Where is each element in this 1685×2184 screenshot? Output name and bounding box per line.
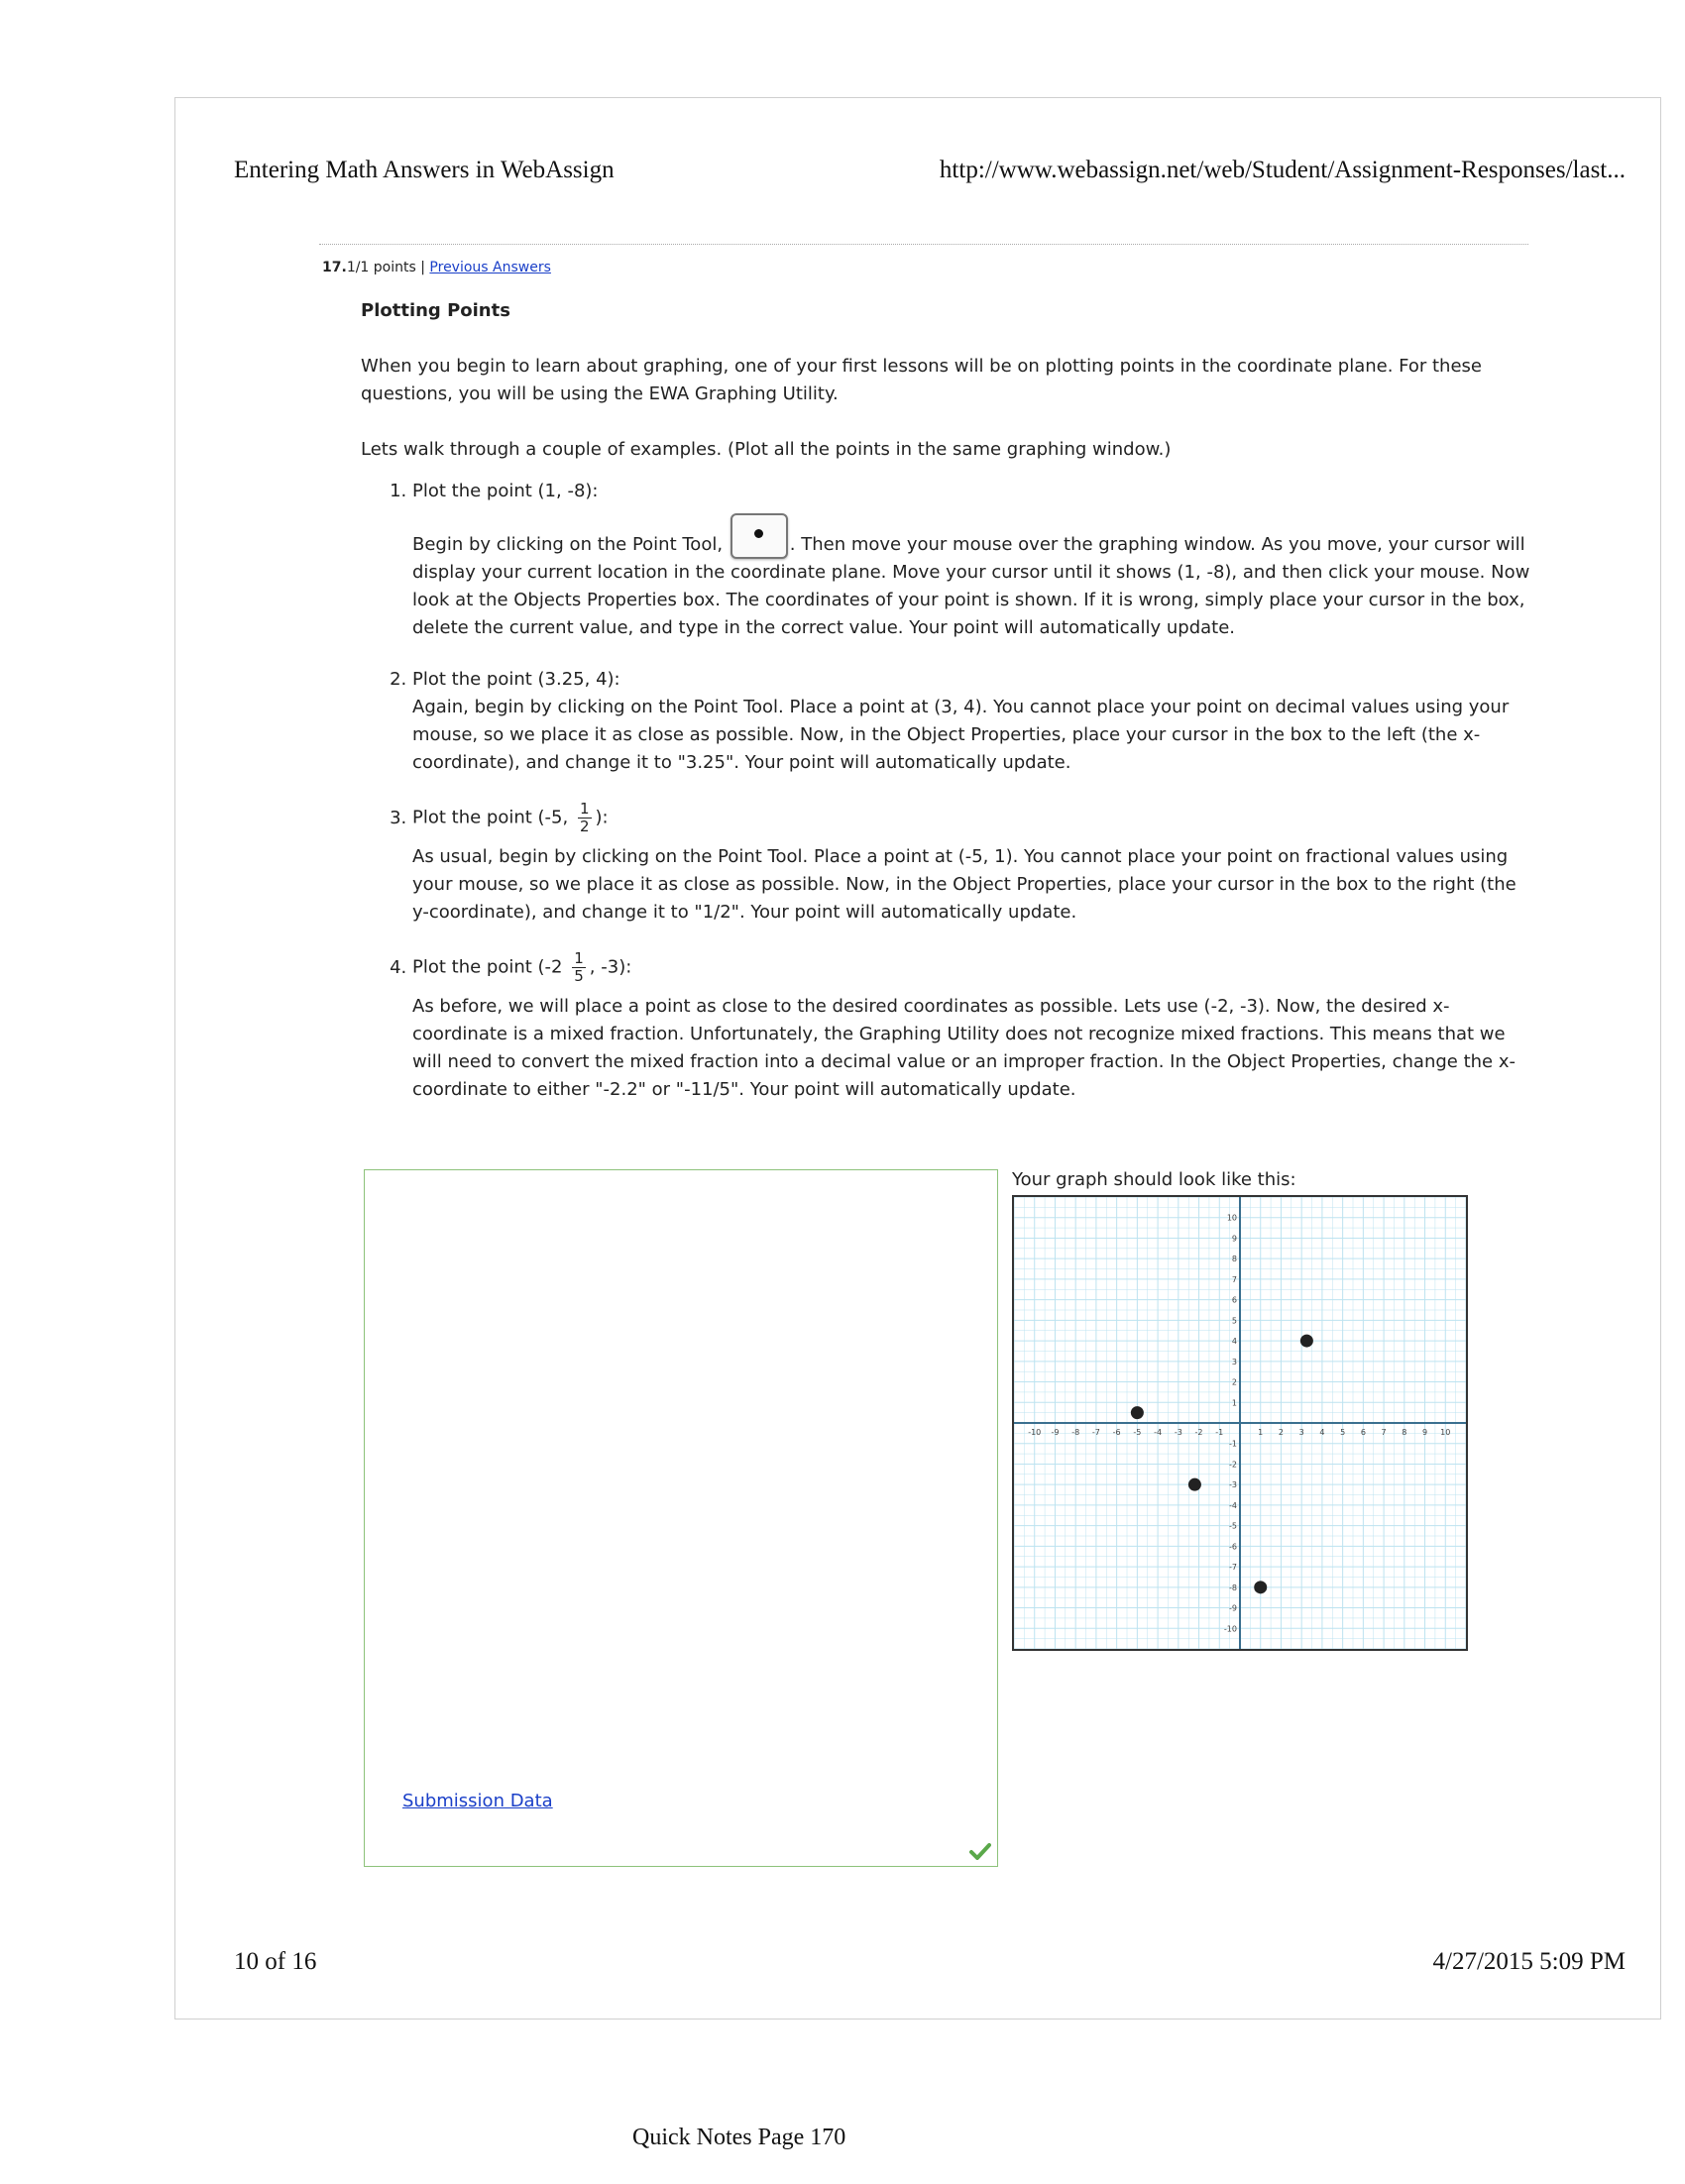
- fraction-denominator: 5: [574, 967, 584, 985]
- y-tick-label: -5: [1229, 1521, 1237, 1531]
- steps-list: [361, 478, 1530, 1104]
- divider: [319, 244, 1528, 245]
- x-tick-label: 6: [1360, 1428, 1366, 1437]
- x-tick-label: -9: [1051, 1428, 1060, 1437]
- submission-data-link[interactable]: Submission Data: [402, 1791, 553, 1811]
- question-header: [322, 260, 551, 275]
- x-tick-label: 5: [1340, 1428, 1346, 1437]
- fraction-denominator: 2: [579, 818, 590, 835]
- page-header-title: Entering Math Answers in WebAssign: [234, 157, 615, 183]
- point-tool-button[interactable]: [730, 513, 788, 559]
- x-tick-label: 10: [1440, 1428, 1451, 1437]
- y-tick-label: -6: [1229, 1542, 1237, 1552]
- y-tick-label: -7: [1229, 1563, 1237, 1573]
- y-tick-label: -2: [1229, 1460, 1237, 1470]
- walkthrough-text: Lets walk through a couple of examples. (Plot all the points in the same graphing window.): [361, 439, 1172, 460]
- y-tick-label: 2: [1231, 1377, 1237, 1387]
- step-body: As before, we will place a point as close to the desired coordinates as possible. Lets use (-2, -3). Now, the desired x-coordinate is a mixed fraction. Unfortunately, the Graphing Utility does not recognize mixed fractions. This means that we will need to convert the mixed fraction into a decimal value or an improper fraction. In the Object Properties, change the x-coordinate to either "-2.2" or "-11/5". Your point will automatically update.: [412, 996, 1516, 1100]
- point-icon: [754, 529, 763, 538]
- x-tick-label: 1: [1258, 1428, 1264, 1437]
- x-tick-label: -6: [1112, 1428, 1121, 1437]
- y-tick-label: 8: [1231, 1255, 1237, 1264]
- step-head: 1. Plot the point (1, -8):: [412, 481, 599, 501]
- y-tick-label: -8: [1229, 1583, 1237, 1592]
- data-point: [1131, 1406, 1144, 1419]
- question-points: 1/1 points |: [346, 260, 425, 275]
- x-tick-label: 9: [1421, 1428, 1428, 1437]
- y-tick-label: 1: [1231, 1398, 1237, 1408]
- y-tick-label: 9: [1231, 1234, 1237, 1244]
- x-tick-label: 4: [1319, 1428, 1325, 1437]
- y-tick-label: -3: [1229, 1480, 1237, 1490]
- x-tick-label: -8: [1071, 1428, 1080, 1437]
- x-tick-label: -3: [1174, 1428, 1182, 1437]
- step-head: 2. Plot the point (3.25, 4):: [412, 669, 620, 690]
- y-tick-label: -10: [1223, 1624, 1237, 1634]
- step-head: [412, 801, 1530, 835]
- x-tick-label: -7: [1091, 1428, 1100, 1437]
- checkmark-icon: [969, 1842, 991, 1860]
- step-head-text: ):: [595, 807, 609, 828]
- x-tick-label: -1: [1215, 1428, 1224, 1437]
- y-tick-label: -9: [1229, 1603, 1237, 1613]
- step-head-text: Plot the point (-5,: [412, 807, 569, 828]
- step-body-before: Begin by clicking on the Point Tool,: [412, 534, 724, 555]
- y-tick-label: -4: [1229, 1500, 1237, 1510]
- question-title: Plotting Points: [361, 300, 510, 321]
- x-tick-label: 3: [1298, 1428, 1304, 1437]
- graph-label: Your graph should look like this:: [1012, 1169, 1296, 1190]
- x-tick-label: 2: [1278, 1428, 1285, 1437]
- step-item: [412, 666, 1530, 777]
- quick-notes-page: Quick Notes Page 170: [632, 2125, 846, 2150]
- y-tick-label: 4: [1231, 1337, 1237, 1347]
- page-header-url: http://www.webassign.net/web/Student/Assignment-Responses/last...: [939, 157, 1626, 183]
- y-tick-label: -1: [1229, 1439, 1237, 1449]
- data-point: [1300, 1335, 1313, 1348]
- fraction-numerator: 1: [574, 949, 584, 967]
- answer-panel[interactable]: [364, 1169, 998, 1867]
- x-tick-label: 7: [1381, 1428, 1387, 1437]
- y-tick-label: 5: [1231, 1316, 1237, 1326]
- step-head: [412, 950, 1530, 985]
- question-number: 17.: [322, 260, 347, 275]
- x-tick-label: -10: [1028, 1428, 1042, 1437]
- fraction-numerator: 1: [579, 800, 590, 818]
- x-tick-label: 8: [1402, 1428, 1407, 1437]
- x-tick-label: -5: [1133, 1428, 1142, 1437]
- step-item: [412, 478, 1530, 642]
- page-timestamp: 4/27/2015 5:09 PM: [1432, 1948, 1626, 1975]
- step-body-after: . Then move your mouse over the graphing window. As you move, your cursor will display your current location in the coordinate plane. Move your cursor until it shows (1, -8), and then click your mouse. Now look at the Objects Properties box. The coordinates of your point is shown. If it is wrong, simply place your cursor in the box, delete the current value, and type in the correct value. Your point will automatically update.: [412, 534, 1530, 638]
- y-tick-label: 10: [1226, 1213, 1237, 1223]
- step-item: [412, 801, 1530, 927]
- question-content: [361, 297, 1530, 1128]
- step-head-text: Plot the point (-2: [412, 956, 563, 978]
- step-body: Again, begin by clicking on the Point Tool. Place a point at (3, 4). You cannot place your point on decimal values using your mouse, so we place it as close as possible. Now, in the Object Properties, place your cursor in the box to the left (the x-coordinate), and change it to "3.25". Your point will automatically update.: [412, 697, 1510, 773]
- step-head-text: , -3):: [589, 956, 632, 978]
- data-point: [1254, 1581, 1267, 1593]
- fraction: [578, 801, 592, 835]
- x-tick-label: -2: [1194, 1428, 1203, 1437]
- data-point: [1188, 1478, 1201, 1491]
- example-graph: [1012, 1195, 1468, 1651]
- y-tick-label: 3: [1231, 1357, 1237, 1366]
- previous-answers-link[interactable]: Previous Answers: [429, 260, 551, 275]
- question-intro: When you begin to learn about graphing, one of your first lessons will be on plotting points in the coordinate plane. For these questions, you will be using the EWA Graphing Utility.: [361, 356, 1482, 404]
- y-tick-label: 6: [1231, 1295, 1237, 1305]
- step-body: As usual, begin by clicking on the Point Tool. Place a point at (-5, 1). You cannot place your point on fractional values using your mouse, so we place it as close as possible. Now, in the Object Properties, place your cursor in the box to the right (the y-coordinate), and change it to "1/2". Your point will automatically update.: [412, 846, 1516, 923]
- fraction: [572, 950, 586, 985]
- y-tick-label: 7: [1231, 1274, 1237, 1284]
- page-number: 10 of 16: [234, 1948, 317, 1975]
- step-item: [412, 950, 1530, 1104]
- step-body: [412, 513, 1530, 642]
- x-tick-label: -4: [1154, 1428, 1163, 1437]
